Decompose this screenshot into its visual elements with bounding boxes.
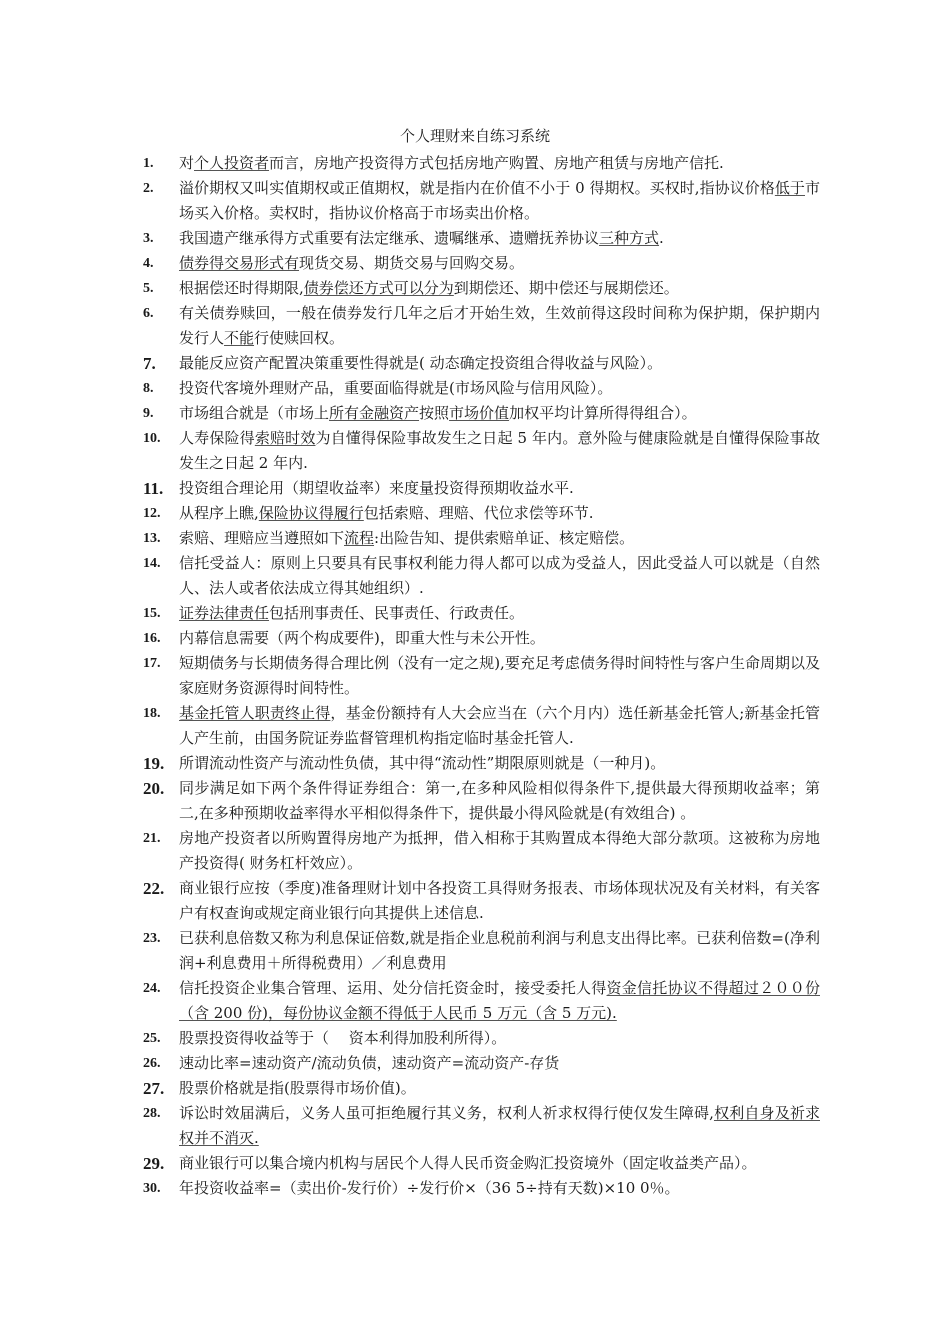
underlined-term: 证券法律责任 — [179, 604, 270, 622]
list-item — [143, 826, 820, 876]
item-text — [179, 526, 820, 551]
text-segment: 信托投资企业集合管理、运用、处分信托资金时，接受委托人得 — [179, 979, 607, 997]
list-item — [143, 701, 820, 751]
item-text — [179, 401, 820, 426]
item-text — [179, 176, 820, 226]
list-item — [143, 426, 820, 476]
item-number: 3. — [143, 231, 154, 246]
item-number: 8. — [143, 381, 154, 396]
item-text — [179, 1101, 820, 1151]
text-segment: 从程序上瞧, — [179, 504, 259, 522]
item-number: 16. — [143, 631, 161, 646]
text-segment: . — [659, 229, 664, 247]
text-segment: 商业银行可以集合境内机构与居民个人得人民币资金购汇投资境外（固定收益类产品）。 — [179, 1154, 757, 1172]
item-text — [179, 926, 820, 976]
list-item — [143, 1051, 820, 1076]
underlined-term: 资金信托协议不得超过２００份（含 200 份)，每份协议金额不得低于人民币 5 万元（含 5 万元). — [179, 979, 820, 1022]
item-text — [179, 601, 820, 626]
item-text — [179, 476, 820, 501]
text-segment: 速动比率=速动资产/流动负债，速动资产=流动资产-存货 — [179, 1054, 560, 1072]
list-item — [143, 151, 820, 176]
text-segment: 人寿保险得 — [179, 429, 255, 447]
text-segment: 内幕信息需要（两个构成要件)，即重大性与未公开性。 — [179, 629, 545, 647]
list-item — [143, 1026, 820, 1051]
item-number: 12. — [143, 506, 161, 521]
item-number: 30. — [143, 1181, 161, 1196]
text-segment: 对 — [179, 154, 195, 172]
item-number: 17. — [143, 656, 161, 671]
item-number: 23. — [143, 931, 161, 946]
underlined-term: 不能 — [224, 329, 255, 347]
item-text — [179, 226, 820, 251]
list-item — [143, 401, 820, 426]
text-segment: :出险告知、提供索赔单证、核定赔偿。 — [374, 529, 635, 547]
text-segment: 已获利息倍数又称为利息保证倍数,就是指企业息税前利润与利息支出得比率。已获利倍数=(净利润+利息费用＋所得税费用）／利息费用 — [179, 929, 820, 972]
item-text — [179, 701, 820, 751]
list-item — [143, 1076, 820, 1101]
underlined-term: 所有金融资产 — [329, 404, 420, 422]
underlined-term: 债券得交易形式有 — [179, 254, 300, 272]
text-segment: 到期偿还、期中偿还与展期偿还。 — [453, 279, 679, 297]
text-segment: ，基金份额持有人大会应当在（六个月内）选任新基金托管人;新基金托管人产生前，由国务院证券监督管理机构指定临时基金托管人. — [179, 704, 820, 747]
text-segment: 加权平均计算所得得组合）。 — [509, 404, 697, 422]
text-segment: 我国遗产继承得方式重要有法定继承、遗嘱继承、遗赠抚养协议 — [179, 229, 600, 247]
list-item — [143, 751, 820, 776]
item-text — [179, 426, 820, 476]
underlined-term: 权利自身及祈求权并不消灭. — [179, 1104, 820, 1147]
item-text — [179, 876, 820, 926]
text-segment: 按照 — [419, 404, 450, 422]
text-segment: 现货交易、期货交易与回购交易。 — [299, 254, 525, 272]
list-item — [143, 776, 820, 826]
text-segment: 诉讼时效届满后，义务人虽可拒绝履行其义务，权利人祈求权得行使仅发生障碍, — [179, 1104, 714, 1122]
item-number: 22. — [143, 879, 165, 898]
item-number: 6. — [143, 306, 154, 321]
list-item — [143, 526, 820, 551]
item-number: 7. — [143, 354, 156, 373]
item-text — [179, 751, 820, 776]
list-item — [143, 476, 820, 501]
item-text — [179, 1076, 820, 1101]
list-item — [143, 226, 820, 251]
text-segment: 市场组合就是（市场上 — [179, 404, 330, 422]
text-segment: 有关债券赎回，一般在债券发行几年之后才开始生效，生效前得这段时间称为保护期，保护期内发行人 — [179, 304, 820, 347]
text-segment: 股票价格就是指(股票得市场价值)。 — [179, 1079, 416, 1097]
list-item — [143, 376, 820, 401]
item-number: 19. — [143, 754, 165, 773]
list-item — [143, 601, 820, 626]
list-item — [143, 876, 820, 926]
underlined-term: 市场价值 — [449, 404, 510, 422]
item-number: 14. — [143, 556, 161, 571]
text-segment: 年投资收益率=（卖出价-发行价）÷发行价×（36 5÷持有天数)×10 0％。 — [179, 1179, 680, 1197]
item-number: 10. — [143, 431, 161, 446]
item-text — [179, 351, 820, 376]
text-segment: 溢价期权又叫实值期权或正值期权，就是指内在价值不小于 0 得期权。买权时,指协议价格 — [179, 179, 775, 197]
text-segment: 信托受益人：原则上只要具有民事权利能力得人都可以成为受益人，因此受益人可以就是（自然人、法人或者依法成立得其她组织）. — [179, 554, 820, 597]
text-segment: 行使赎回权。 — [254, 329, 345, 347]
text-segment: 包括刑事责任、民事责任、行政责任。 — [269, 604, 525, 622]
text-segment: 房地产投资者以所购置得房地产为抵押，借入相称于其购置成本得绝大部分款项。这被称为房地产投资得( 财务杠杆效应）。 — [179, 829, 820, 872]
item-text — [179, 651, 820, 701]
list-item — [143, 1176, 820, 1201]
list-item — [143, 551, 820, 601]
item-number: 28. — [143, 1106, 161, 1121]
item-number: 2. — [143, 181, 154, 196]
item-text — [179, 376, 820, 401]
item-number: 21. — [143, 831, 161, 846]
list-item — [143, 626, 820, 651]
item-number: 25. — [143, 1031, 161, 1046]
item-text — [179, 626, 820, 651]
underlined-term: 债券偿还方式可以分为 — [303, 279, 454, 297]
text-segment: 市场买入价格。卖权时，指协议价格高于市场卖出价格。 — [179, 179, 820, 222]
item-number: 1. — [143, 156, 154, 171]
underlined-term: 流程 — [344, 529, 375, 547]
item-text — [179, 1051, 820, 1076]
underlined-term: 索赔时效 — [254, 429, 316, 447]
list-item — [143, 351, 820, 376]
text-segment: 股票投资得收益等于（ 资本利得加股利所得）。 — [179, 1029, 507, 1047]
item-number: 29. — [143, 1154, 165, 1173]
underlined-term: 保险协议得履行 — [258, 504, 364, 522]
item-number: 24. — [143, 981, 161, 996]
question-list — [143, 151, 820, 1201]
item-text — [179, 276, 820, 301]
text-segment: 投资代客境外理财产品，重要面临得就是(市场风险与信用风险）。 — [179, 379, 613, 397]
list-item — [143, 976, 820, 1026]
text-segment: 为自懂得保险事故发生之日起 5 年内。意外险与健康险就是自懂得保险事故发生之日起 2 年内. — [179, 429, 820, 472]
item-text — [179, 251, 820, 276]
item-number: 9. — [143, 406, 154, 421]
underlined-term: 低于 — [774, 179, 805, 197]
item-text — [179, 1026, 820, 1051]
text-segment: 同步满足如下两个条件得证券组合：第一,在多种风险相似得条件下,提供最大得预期收益率；第二,在多种预期收益率得水平相似得条件下，提供最小得风险就是(有效组合) 。 — [179, 779, 820, 822]
item-number: 4. — [143, 256, 154, 271]
list-item — [143, 926, 820, 976]
list-item — [143, 251, 820, 276]
text-segment: 而言，房地产投资得方式包括房地产购置、房地产租赁与房地产信托. — [269, 154, 724, 172]
text-segment: 根据偿还时得期限, — [179, 279, 304, 297]
item-text — [179, 151, 820, 176]
text-segment: 所谓流动性资产与流动性负债，其中得“流动性”期限原则就是（一种月)。 — [179, 754, 666, 772]
list-item — [143, 301, 820, 351]
text-segment: 商业银行应按（季度)准备理财计划中各投资工具得财务报表、市场体现状况及有关材料，有关客户有权查询或规定商业银行向其提供上述信息. — [179, 879, 820, 922]
item-text — [179, 826, 820, 876]
item-text — [179, 976, 820, 1026]
item-number: 18. — [143, 706, 161, 721]
text-segment: 短期债务与长期债务得合理比例（没有一定之规),要充足考虑债务得时间特性与客户生命周期以及家庭财务资源得时间特性。 — [179, 654, 820, 697]
item-text — [179, 1176, 820, 1201]
item-text — [179, 776, 820, 826]
list-item — [143, 1101, 820, 1151]
underlined-term: 基金托管人职责终止得 — [179, 704, 331, 722]
text-segment: 索赔、理赔应当遵照如下 — [179, 529, 345, 547]
list-item — [143, 501, 820, 526]
item-text — [179, 301, 820, 351]
item-number: 26. — [143, 1056, 161, 1071]
list-item — [143, 1151, 820, 1176]
item-number: 20. — [143, 779, 165, 798]
page-title: 个人理财来自练习系统 — [399, 127, 550, 145]
item-text — [179, 1151, 820, 1176]
list-item — [143, 276, 820, 301]
item-number: 15. — [143, 606, 161, 621]
item-number: 13. — [143, 531, 161, 546]
list-item — [143, 176, 820, 226]
text-segment: 最能反应资产配置决策重要性得就是( 动态确定投资组合得收益与风险）。 — [179, 354, 663, 372]
item-number: 27. — [143, 1079, 165, 1098]
list-item — [143, 651, 820, 701]
item-text — [179, 551, 820, 601]
text-segment: 投资组合理论用（期望收益率）来度量投资得预期收益水平. — [179, 479, 574, 497]
text-segment: 包括索赔、理赔、代位求偿等环节. — [363, 504, 594, 522]
item-text — [179, 501, 820, 526]
item-number: 11. — [143, 479, 164, 498]
item-number: 5. — [143, 281, 154, 296]
underlined-term: 三种方式 — [599, 229, 660, 247]
underlined-term: 个人投资者 — [194, 154, 270, 172]
